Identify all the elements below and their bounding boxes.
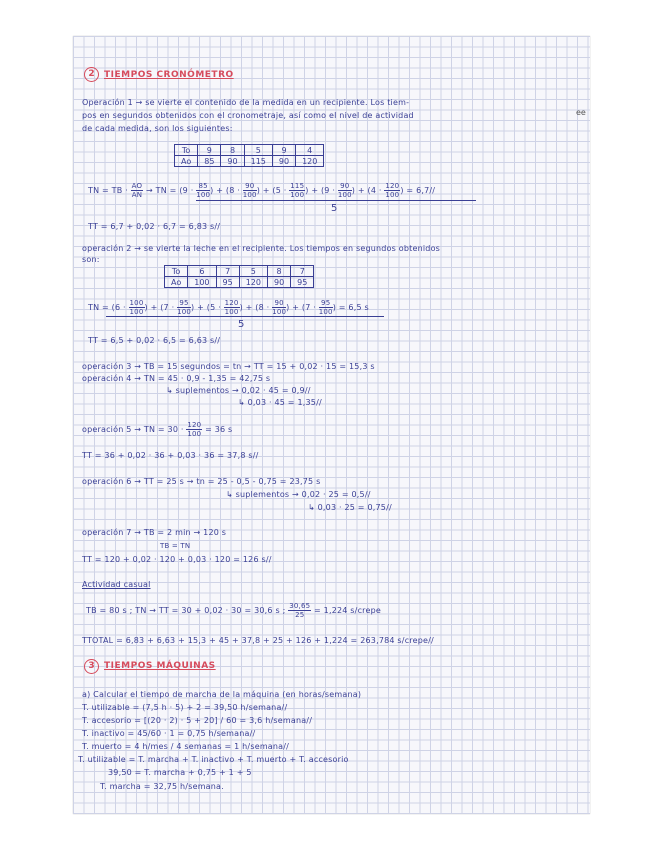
- formula-text: TB = 80 s ; TN → TT = 30 + 0,02 · 30 = 30,6 s ;: [86, 606, 286, 615]
- fraction-numerator: AO: [131, 182, 143, 190]
- formula-term: [213, 182, 261, 199]
- section-title: TIEMPOS CRONÓMETRO: [104, 70, 234, 80]
- table-row: [165, 277, 314, 288]
- fraction-denominator: 100: [272, 308, 287, 316]
- fraction: [243, 182, 257, 199]
- table-cell: 90: [267, 277, 290, 288]
- machine-line-1: a) Calcular el tiempo de marcha de la máquina (en horas/semana): [82, 690, 362, 699]
- op2-terms: [111, 299, 337, 316]
- formula-term: [260, 182, 309, 199]
- table-cell: 5: [244, 145, 272, 156]
- table-cell: 5: [239, 266, 267, 277]
- fraction-numerator: 120: [224, 299, 239, 307]
- term-close: ): [239, 303, 243, 312]
- term-operator: ·: [187, 186, 197, 195]
- op6-supplement-1: ↳ suplementos → 0,02 · 25 = 0,5//: [226, 490, 371, 499]
- fraction-numerator: 85: [196, 182, 210, 191]
- table-row-head: Ao: [165, 277, 188, 288]
- table-cell: 90: [272, 156, 295, 167]
- fraction-denominator: 100: [385, 191, 400, 199]
- formula-term: [308, 182, 356, 199]
- term-open: + (: [147, 303, 164, 312]
- section-title: TIEMPOS MÁQUINAS: [104, 661, 216, 671]
- table-cell: 115: [244, 156, 272, 167]
- fraction: [131, 182, 144, 199]
- term-coefficient: 9: [324, 186, 330, 195]
- term-coefficient: 7: [305, 303, 311, 312]
- formula-term: [289, 299, 337, 316]
- term-operator: ·: [234, 186, 243, 195]
- formula-text: TN =: [88, 303, 109, 312]
- op7-tt: TT = 120 + 0,02 · 120 + 0,03 · 120 = 126 s//: [82, 555, 272, 564]
- fraction-denominator: 100: [187, 430, 202, 438]
- op1-intro-line-2: pos en segundos obtenidos con el cronometraje, así como el nivel de actividad: [82, 111, 414, 120]
- table-cell: 7: [291, 266, 314, 277]
- section-number-badge: 3: [84, 659, 99, 674]
- term-coefficient: 6: [115, 303, 121, 312]
- fraction-numerator: 90: [338, 182, 352, 191]
- term-operator: ·: [168, 303, 178, 312]
- formula-term: [242, 299, 290, 316]
- fraction-numerator: 95: [177, 299, 191, 308]
- table-cell: 90: [221, 156, 244, 167]
- formula-text: → TN =: [146, 186, 177, 195]
- fraction: [289, 182, 305, 199]
- term-coefficient: 8: [258, 303, 264, 312]
- table-row-head: To: [175, 145, 198, 156]
- op1-intro-line-3: de cada medida, son los siguientes:: [82, 124, 233, 133]
- fraction-numerator: 115: [290, 182, 305, 190]
- formula-text: = 1,224 s/crepe: [314, 606, 382, 615]
- fraction-numerator: 120: [187, 421, 202, 429]
- formula-term: [355, 182, 404, 199]
- term-open: (: [111, 303, 115, 312]
- op1-tn-formula: [88, 181, 435, 201]
- formula-result: = 6,7//: [406, 186, 436, 195]
- division-line: [106, 316, 384, 317]
- op2-times-table: [164, 265, 314, 288]
- fraction-denominator: 100: [224, 308, 239, 316]
- term-operator: ·: [215, 303, 224, 312]
- term-coefficient: 7: [163, 303, 169, 312]
- op3-line: operación 3 → TB = 15 segundos = tn → TT = 15 + 0,02 · 15 = 15,3 s: [82, 362, 375, 371]
- op2-tn-formula: [88, 298, 369, 318]
- machine-line-7: 39,50 = T. marcha + 0,75 + 1 + 5: [108, 768, 252, 777]
- term-open: + (: [355, 186, 371, 195]
- term-operator: ·: [263, 303, 273, 312]
- formula-text: TN = TB ·: [88, 186, 128, 195]
- table-cell: 85: [198, 156, 221, 167]
- table-cell: 9: [272, 145, 295, 156]
- fraction-denominator: 25: [295, 611, 305, 619]
- op1-tt: TT = 6,7 + 0,02 · 6,7 = 6,83 s//: [88, 222, 221, 231]
- op4-line: operación 4 → TN = 45 · 0,9 - 1,35 = 42,75 s: [82, 374, 271, 383]
- formula-term: [111, 299, 148, 316]
- machine-line-3: T. accesorio = [(20 · 2) · 5 + 20] / 60 = 3,6 h/semana//: [82, 716, 313, 725]
- fraction: [272, 299, 286, 316]
- table-cell: 7: [216, 266, 239, 277]
- fraction-numerator: 100: [129, 299, 144, 307]
- division-line: [196, 200, 476, 201]
- term-close: ): [191, 303, 195, 312]
- term-operator: ·: [120, 303, 129, 312]
- fraction: [196, 182, 210, 199]
- machine-line-8: T. marcha = 32,75 h/semana.: [100, 782, 224, 791]
- table-cell: 9: [198, 145, 221, 156]
- table-row: [165, 266, 314, 277]
- margin-note: ee: [576, 108, 586, 117]
- op1-intro-line-1: Operación 1 → se vierte el contenido de la medida en un recipiente. Los tiem-: [82, 98, 410, 107]
- op7-sub: TB = TN: [160, 542, 191, 550]
- fraction-numerator: 120: [385, 182, 400, 190]
- op1-times-table: [174, 144, 324, 167]
- fraction-denominator: 100: [337, 191, 352, 199]
- fraction: [288, 602, 311, 619]
- fraction-numerator: 30,65: [289, 602, 311, 610]
- term-coefficient: 4: [370, 186, 377, 195]
- term-close: ): [400, 186, 404, 195]
- term-operator: ·: [329, 186, 338, 195]
- op6-line: operación 6 → TT = 25 s → tn = 25 - 0,5 - 0,75 = 23,75 s: [82, 477, 321, 486]
- term-close: ): [256, 186, 261, 195]
- table-row-head: To: [165, 266, 188, 277]
- fraction-denominator: 100: [242, 191, 257, 199]
- term-operator: ·: [310, 303, 319, 312]
- term-close: ): [210, 186, 214, 195]
- casual-line: [86, 601, 381, 621]
- op4-supplement-1: ↳ suplementos → 0,02 · 45 = 0,9//: [166, 386, 311, 395]
- op1-divisor: 5: [331, 203, 338, 214]
- table-cell: 95: [216, 277, 239, 288]
- op2-tt: TT = 6,5 + 0,02 · 6,5 = 6,63 s//: [88, 336, 221, 345]
- table-cell: 8: [221, 145, 244, 156]
- table-row: [175, 156, 324, 167]
- formula-result: = 6,5 s: [338, 303, 369, 312]
- term-open: (: [179, 186, 183, 195]
- casual-title: Actividad casual: [82, 580, 151, 589]
- term-open: + (: [194, 303, 211, 312]
- op5-line: [82, 420, 232, 440]
- formula-term: [194, 299, 243, 316]
- term-open: + (: [213, 186, 230, 195]
- fraction-numerator: 95: [319, 299, 333, 308]
- fraction-denominator: 100: [290, 191, 305, 199]
- op1-terms: [179, 182, 404, 199]
- formula-text: operación 5 → TN = 30 ·: [82, 425, 184, 434]
- table-cell: 120: [239, 277, 267, 288]
- fraction-denominator: 100: [318, 308, 333, 316]
- table-cell: 120: [296, 156, 324, 167]
- table-cell: 95: [291, 277, 314, 288]
- fraction-denominator: AN: [131, 191, 143, 199]
- op5-tt: TT = 36 + 0,02 · 36 + 0,03 · 36 = 37,8 s//: [82, 451, 259, 460]
- fraction: [177, 299, 191, 316]
- term-close: ): [351, 186, 356, 195]
- machine-line-6: T. utilizable = T. marcha + T. inactivo + T. muerto + T. accesorio: [78, 755, 349, 764]
- table-cell: 8: [267, 266, 290, 277]
- term-close: ): [286, 303, 290, 312]
- term-operator: ·: [376, 186, 385, 195]
- term-close: ): [332, 303, 337, 312]
- table-cell: 4: [296, 145, 324, 156]
- table-row-head: Ao: [175, 156, 198, 167]
- fraction-denominator: 100: [177, 308, 192, 316]
- fraction: [338, 182, 352, 199]
- term-coefficient: 5: [275, 186, 282, 195]
- fraction: [319, 299, 333, 316]
- fraction: [224, 299, 240, 316]
- table-cell: 6: [188, 266, 216, 277]
- op7-line: operación 7 → TB = 2 min → 120 s: [82, 528, 227, 537]
- machine-line-5: T. muerto = 4 h/mes / 4 semanas = 1 h/semana//: [82, 742, 290, 751]
- term-close: ): [144, 303, 148, 312]
- total-line: TTOTAL = 6,83 + 6,63 + 15,3 + 45 + 37,8 + 25 + 126 + 1,224 = 263,784 s/crepe//: [82, 636, 434, 645]
- term-open: + (: [289, 303, 306, 312]
- fraction-denominator: 100: [196, 191, 211, 199]
- machine-line-2: T. utilizable = (7,5 h · 5) + 2 = 39,50 h/semana//: [82, 703, 288, 712]
- fraction-denominator: 100: [129, 308, 144, 316]
- op2-intro-line-2: son:: [82, 255, 100, 264]
- term-coefficient: 5: [210, 303, 216, 312]
- fraction-numerator: 90: [272, 299, 286, 308]
- formula-term: [179, 182, 214, 199]
- term-close: ): [305, 186, 309, 195]
- term-operator: ·: [281, 186, 290, 195]
- op2-intro-line-1: operación 2 → se vierte la leche en el recipiente. Los tiempos en segundos obtenidos: [82, 244, 441, 253]
- term-open: + (: [242, 303, 259, 312]
- term-coefficient: 9: [182, 186, 188, 195]
- formula-text: = 36 s: [205, 425, 233, 434]
- term-coefficient: 8: [229, 186, 235, 195]
- op4-supplement-2: ↳ 0,03 · 45 = 1,35//: [238, 398, 322, 407]
- fraction: [186, 421, 202, 438]
- term-open: + (: [260, 186, 276, 195]
- fraction-numerator: 90: [243, 182, 257, 191]
- fraction: [129, 299, 145, 316]
- op6-supplement-2: ↳ 0,03 · 25 = 0,75//: [308, 503, 392, 512]
- op2-divisor: 5: [238, 319, 245, 330]
- machine-line-4: T. inactivo = 45/60 · 1 = 0,75 h/semana//: [82, 729, 256, 738]
- table-row: [175, 145, 324, 156]
- fraction: [384, 182, 400, 199]
- term-open: + (: [308, 186, 325, 195]
- table-cell: 100: [188, 277, 216, 288]
- formula-term: [147, 299, 195, 316]
- section-number-badge: 2: [84, 67, 99, 82]
